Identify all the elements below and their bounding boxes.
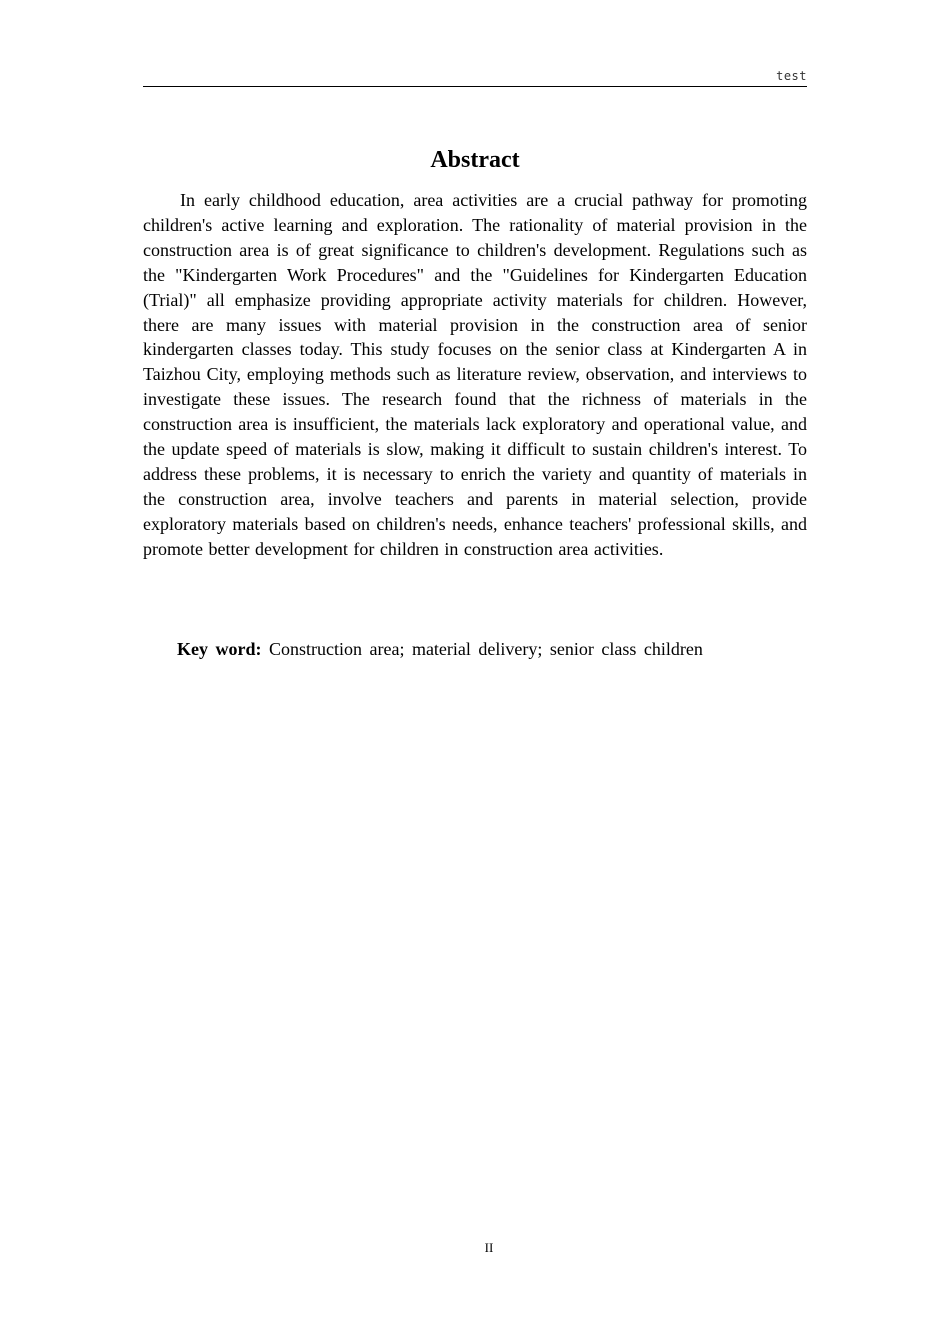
page-number: II (484, 1240, 494, 1255)
page-header (143, 64, 807, 87)
keywords-line (177, 636, 807, 662)
page-title: Abstract (430, 147, 520, 173)
keywords-value: Construction area; material delivery; senior class children (268, 639, 703, 659)
abstract-paragraph: In early childhood education, area activities are a crucial pathway for promoting children's active learning and exploration. The rationality of material provision in the construction area is of great significance to children's development. Regulations such as the "Kindergarten Work Procedures" and the "Guidelines for Kindergarten Education (Trial)" all emphasize providing appropriate activity materials for children. However, there are many issues with material provision in the construction area of senior kindergarten classes today. This study focuses on the senior class at Kindergarten A in Taizhou City, employing methods such as literature review, observation, and interviews to investigate these issues. The research found that the richness of materials in the construction area is insufficient, the materials lack exploratory and operational value, and the update speed of materials is slow, making it difficult to sustain children's interest. To address these problems, it is necessary to enrich the variety and quantity of materials in the construction area, involve teachers and parents in material selection, provide exploratory materials based on children's needs, enhance teachers' professional skills, and promote better development for children in construction area activities. (143, 190, 807, 559)
header-text: test (776, 69, 807, 83)
keywords-label: Key word: (177, 639, 262, 659)
